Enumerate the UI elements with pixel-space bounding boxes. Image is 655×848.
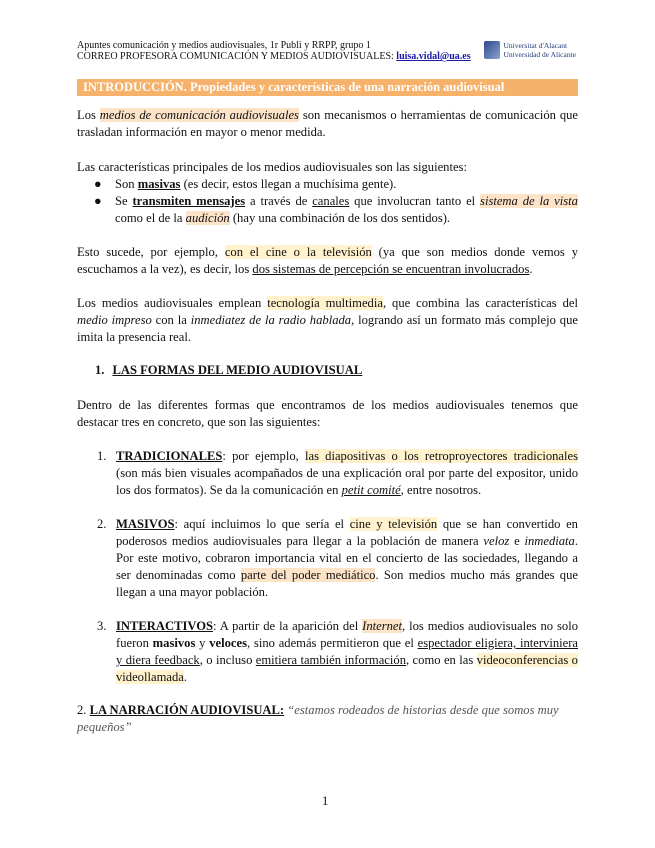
logo-line-1: Universitat d'Alacant	[503, 41, 568, 50]
list-number: 3.	[97, 619, 107, 633]
intro-banner	[77, 79, 578, 96]
list-number: 2.	[97, 517, 107, 531]
paragraph-definition: Los medios de comunicación audiovisuales son mecanismos o herramientas de comunicación que trasladan información en mayor o menor medida.	[77, 108, 579, 139]
list-item-masivos: MASIVOS: aquí incluimos lo que sería el cine y televisión que se han convertido en poderosos medios audiovisuales para llegar a la población de manera veloz e inmediata. Por este motivo, cobraron importancia vital en el concierto de las sociedades, llegando a ser denominadas como parte del poder mediático. Son medios mucho más grandes que llegan a una mayor población.	[116, 517, 578, 599]
section-heading-formas: 1. LAS FORMAS DEL MEDIO AUDIOVISUAL	[95, 363, 363, 377]
highlight-medios-audiovisuales: medios de comunicación audiovisuales	[99, 108, 299, 122]
paragraph-example-cine: Esto sucede, por ejemplo, con el cine o la televisión (ya que son medios donde vemos y escuchamos a la vez), es decir, los dos sistemas de percepción se encuentran involucrados.	[77, 245, 579, 276]
bullet-icon: ●	[94, 194, 102, 208]
paragraph-formas-intro: Dentro de las diferentes formas que encontramos de los medios audiovisuales tenemos que destacar tres en concreto, que son las siguientes:	[77, 398, 578, 429]
bullet-item-masivas: ● Son masivas (es decir, estos llegan a muchísima gente).	[94, 177, 397, 191]
list-item-tradicionales: TRADICIONALES: por ejemplo, las diapositivas o los retroproyectores tradicionales (son más bien visuales acompañados de una explicación oral por parte del expositor, unido los dos formatos). Se da la comunicación en petit comité, entre nosotros.	[116, 449, 578, 497]
header-email-prefix: CORREO PROFESORA COMUNICACIÓN Y MEDIOS AUDIOVISUALES:	[77, 51, 397, 62]
list-number: 1.	[97, 449, 107, 463]
paragraph-multimedia: Los medios audiovisuales emplean tecnología multimedia, que combina las características del medio impreso con la inmediatez de la radio hablada, logrando así un formato más complejo que imita la presencia real.	[77, 296, 578, 344]
paragraph-characteristics-intro: Las características principales de los medios audiovisuales son las siguientes:	[77, 160, 467, 174]
university-logo	[484, 38, 576, 62]
header-email-line	[77, 51, 471, 62]
bullet-icon: ●	[94, 177, 102, 191]
university-crest-icon	[484, 41, 500, 59]
professor-email-link[interactable]: luisa.vidal@ua.es	[396, 51, 471, 62]
page-number: 1	[322, 794, 329, 808]
logo-line-2: Universidad de Alicante	[503, 50, 576, 59]
header-course-line: Apuntes comunicación y medios audiovisuales, 1r Publi y RRPP, grupo 1	[77, 40, 371, 51]
narracion-quote: “estamos rodeados de historias desde que somos muy pequeños”	[77, 703, 559, 734]
intro-banner-title: INTRODUCCIÓN. Propiedades y características de una narración audiovisual	[83, 80, 505, 94]
list-item-interactivos: INTERACTIVOS: A partir de la aparición del Internet, los medios audiovisuales no solo fueron masivos y veloces, sino además permitieron que el espectador eligiera, interviniera y diera feedback, o incluso emitiera también información, como en las videoconferencias o videollamada.	[116, 619, 578, 684]
section-heading-narracion: 2. LA NARRACIÓN AUDIOVISUAL: “estamos rodeados de historias desde que somos muy pequeños”	[77, 703, 559, 734]
bullet-item-mensajes: ● Se transmiten mensajes a través de canales que involucran tanto el sistema de la vista como el de la audición (hay una combinación de los dos sentidos).	[94, 194, 578, 225]
